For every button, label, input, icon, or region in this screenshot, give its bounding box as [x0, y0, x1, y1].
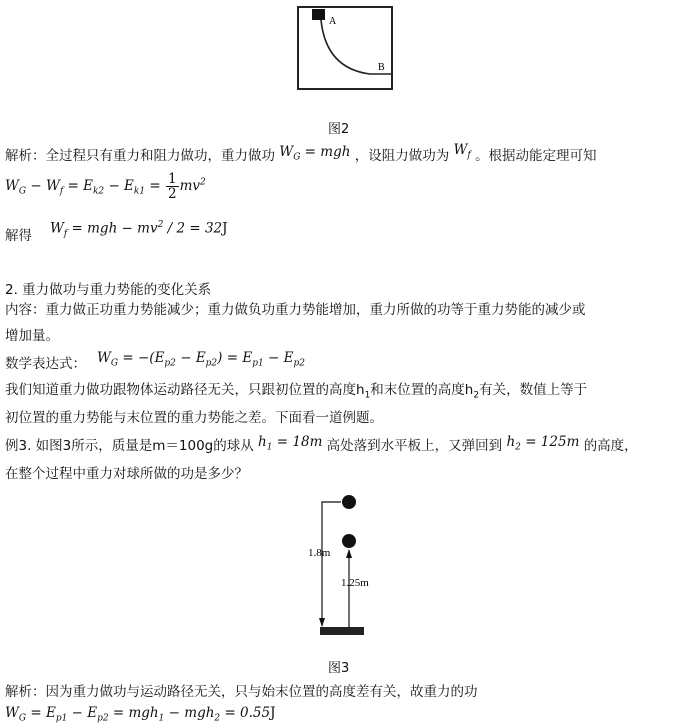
analysis-1-line-1: [5, 142, 597, 171]
gravity-work-result: $W_G = E_{p1} - E_{p2} = mgh_1 - mgh_2 = 0.55J$: [5, 705, 276, 724]
h2-eq: $h_2 = 125m$: [506, 434, 580, 453]
potential-energy-formula: $W_G = -(E_{p2} - E_{p2}) = E_{p1} - E_{p2}$: [97, 350, 305, 369]
height-label-2: 1.25m: [341, 577, 369, 589]
example-3-line-1: [5, 434, 638, 461]
analysis-1-result-label: 解得: [5, 228, 32, 244]
analysis-2-line-1: 解析：因为重力做功与运动路径无关，只与始末位置的高度差有关，故重力的功: [5, 684, 478, 700]
figure-2-caption: 图2: [328, 122, 350, 137]
example-3-text-c: 的高度，: [583, 438, 638, 454]
figure-2: [290, 4, 400, 94]
formula-label: 数学表达式：: [5, 356, 86, 372]
figure-3-caption: 图3: [328, 661, 350, 676]
ball-initial: [342, 495, 356, 509]
ball-rebound: [342, 534, 356, 548]
figure-3-drawing: [300, 488, 380, 636]
h1-eq: $h_1 = 18m$: [258, 434, 323, 453]
work-friction-symbol: $W_f$: [453, 142, 471, 161]
para-1-part-a: 我们知道重力做功跟物体运动路径无关，只跟初位置的高度h: [5, 382, 365, 398]
para-1-part-b: 和末位置的高度h: [370, 382, 474, 398]
example-3-line-2: 在整个过程中重力对球所做的功是多少？: [5, 466, 248, 482]
analysis-1-text-b: ，设阻力做功为: [354, 148, 450, 164]
horizontal-plate: [320, 627, 364, 635]
figure-3: [300, 488, 380, 636]
example-3-text-b: 高处落到水平板上，又弹回到: [326, 438, 503, 454]
label-a: A: [329, 16, 337, 27]
work-gravity-eq: $W_G$ = mgh: [279, 144, 351, 163]
example-3-text-a: 例3. 如图3所示，质量是m＝100g的球从: [5, 438, 254, 454]
para-1-part-c: 有关，数值上等于: [479, 382, 588, 398]
rebound-arrow-head: [346, 549, 352, 558]
fall-path: [322, 502, 341, 626]
analysis-1-text-a: 解析：全过程只有重力和阻力做功，重力做功: [5, 148, 275, 164]
energy-theorem-eq: $W_G - W_f = E_{k2} - E_{k1}$ = $\frac{1}{2}$ $mv^2$: [5, 171, 206, 202]
section-2-content-1: 内容：重力做正功重力势能减少；重力做负功重力势能增加，重力所做的功等于重力势能的减少或: [5, 302, 586, 318]
section-2-para-1: 我们知道重力做功跟物体运动路径无关，只跟初位置的高度$h_1$和末位置的高度$h_2$有关，数值上等于: [5, 382, 588, 401]
fall-arrow-head: [319, 618, 325, 627]
section-2-para-2: 初位置的重力势能与末位置的重力势能之差。下面看一道例题。: [5, 410, 383, 426]
label-b: B: [378, 62, 385, 73]
height-label-1: 1.8m: [308, 547, 331, 559]
figure-2-drawing: [290, 4, 400, 94]
block-a: [312, 9, 325, 20]
section-2-heading: 2. 重力做功与重力势能的变化关系: [5, 282, 212, 298]
section-2-content-2: 增加量。: [5, 328, 59, 344]
analysis-1-text-c: 。根据动能定理可知: [475, 148, 597, 164]
friction-work-result: $W_f$ = mgh − $mv^2 / 2 = 32J$: [50, 220, 228, 240]
